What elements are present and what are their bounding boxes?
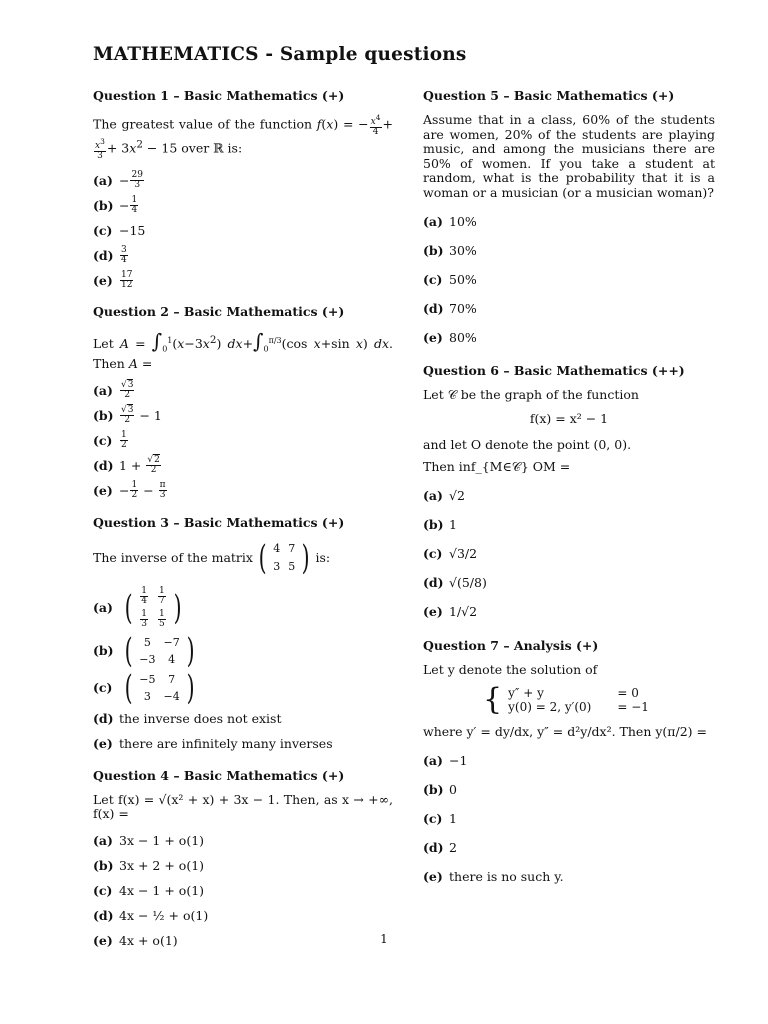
option-label: (b): [93, 643, 114, 659]
option-label: (a): [93, 833, 113, 849]
question-5-stem: Assume that in a class, 60% of the students are women, 20% of the students are playing music, and among the musicians there are 50% of women. If you take a student at random, what is the probability that it is a woman or a musician (or a musician woman)?: [423, 112, 715, 200]
option-label: (d): [423, 300, 444, 316]
option-label: (a): [423, 488, 443, 503]
option-label: (a): [423, 753, 443, 768]
option-text: −15: [119, 222, 146, 238]
option-label: (e): [93, 736, 113, 752]
system-line-2-right: = −1: [617, 700, 649, 714]
question-1-stem-text: The greatest value of the function: [93, 116, 317, 132]
question-6-header: Question 6 – Basic Mathematics (++): [423, 363, 685, 378]
question-3-option-c[interactable]: (c) ( −5 7 3 −4 ): [93, 667, 195, 708]
right-column: [423, 88, 715, 893]
option-label: (e): [93, 483, 113, 499]
question-1: [93, 88, 393, 291]
question-4-stem: Let f(x) = √(x² + x) + 3x − 1. Then, as x → +∞, f(x) =: [93, 791, 393, 822]
question-1-stem: The greatest value of the function f(x) = − $\frac{x^4}{4}$ + $\frac{x^3}{3}$ + $3x^2 - 15$ over ℝ is:: [93, 113, 393, 161]
option-label: (d): [93, 247, 114, 263]
question-4-option-a[interactable]: [93, 830, 393, 852]
question-2-header: Question 2 – Basic Mathematics (+): [93, 304, 345, 319]
question-6: [423, 363, 715, 625]
question-3-stem: [93, 540, 393, 577]
question-5-option-b[interactable]: [423, 237, 715, 263]
option-label: (e): [423, 869, 443, 884]
option-label: (e): [93, 933, 113, 949]
option-text: 1: [449, 517, 457, 532]
option-label: (b): [93, 858, 114, 874]
question-7-option-b[interactable]: [423, 777, 715, 803]
option-label: (e): [93, 272, 113, 288]
system-line-2-left: y(0) = 2, y′(0): [508, 700, 592, 714]
question-5-option-c[interactable]: [423, 266, 715, 292]
option-label: (c): [423, 546, 443, 561]
option-label: (b): [93, 197, 114, 213]
system-line-1-left: y″ + y: [508, 686, 544, 700]
question-3-option-e[interactable]: [93, 733, 393, 755]
question-2-option-d[interactable]: (d) 1 + $\frac{√2}{2}$: [93, 455, 160, 476]
option-label: (d): [93, 908, 114, 924]
question-6-option-e[interactable]: [423, 599, 715, 625]
question-5-option-a[interactable]: [423, 208, 715, 234]
option-label: (c): [93, 222, 113, 238]
option-text: 4x + o(1): [119, 933, 178, 949]
option-text: √2: [449, 488, 465, 503]
option-text: there is no such y.: [449, 869, 564, 884]
question-6-stem-1: Let 𝒞 be the graph of the function: [423, 387, 639, 402]
page-title: MATHEMATICS - Sample questions: [93, 44, 467, 65]
option-label: (e): [423, 604, 443, 619]
option-text: 2: [449, 840, 457, 855]
question-4-option-b[interactable]: [93, 855, 393, 877]
option-text: 50%: [449, 271, 477, 287]
question-1-option-b[interactable]: (b) − $\frac{1}{4}$: [93, 194, 138, 215]
question-7-header: Question 7 – Analysis (+): [423, 637, 599, 653]
page-number: 1: [380, 932, 388, 946]
question-3-stem-text: The inverse of the matrix: [93, 549, 253, 565]
option-text: 4x − ½ + o(1): [119, 908, 209, 924]
question-4-option-c[interactable]: [93, 880, 393, 902]
option-label: (d): [93, 711, 114, 727]
option-text: 3x − 1 + o(1): [119, 833, 205, 849]
question-2-option-b[interactable]: (b) $\frac{√3}{2}$ − 1: [93, 405, 162, 426]
option-label: (b): [93, 408, 114, 424]
question-1-option-c[interactable]: [93, 219, 393, 241]
option-label: (d): [93, 458, 114, 474]
question-1-option-e[interactable]: (e) $\frac{17}{12}$: [93, 269, 133, 290]
option-label: (b): [423, 782, 444, 797]
option-label: (c): [93, 680, 113, 696]
question-2: [93, 304, 393, 502]
option-text: 3x + 2 + o(1): [119, 858, 205, 874]
option-label: (a): [423, 213, 443, 229]
option-text: there are infinitely many inverses: [119, 736, 333, 752]
question-5-option-e[interactable]: [423, 324, 715, 350]
question-4-header: Question 4 – Basic Mathematics (+): [93, 767, 345, 783]
option-text: 1: [449, 811, 457, 826]
question-7-option-d[interactable]: [423, 835, 715, 861]
option-text: 4x − 1 + o(1): [119, 883, 205, 899]
question-3-option-d[interactable]: [93, 708, 393, 730]
question-2-stem: Let $A = \int_0^1(x-3x^2)$ $dx+\int_0^{\pi/3}(\cos$ x+sin x) dx. Then A =: [93, 329, 393, 372]
question-3-header: Question 3 – Basic Mathematics (+): [93, 514, 345, 530]
question-3: [93, 515, 393, 755]
option-text: 70%: [449, 300, 477, 316]
system-line-1-right: = 0: [617, 686, 639, 700]
option-label: (a): [93, 172, 113, 188]
option-label: (c): [93, 433, 113, 449]
option-label: (c): [423, 271, 443, 287]
option-text: 1/√2: [449, 604, 478, 619]
question-7-stem-1: Let y denote the solution of: [423, 661, 598, 677]
question-7-stem-2: where y′ = dy/dx, y″ = d²y/dx². Then y(π/2) =: [423, 724, 707, 739]
question-2-option-e[interactable]: (e) − $\frac{1}{2}$ − $\frac{\pi}{3}$: [93, 480, 166, 501]
option-text: √3/2: [449, 546, 478, 561]
question-2-option-c[interactable]: (c) $\frac{1}{2}$: [93, 430, 127, 451]
question-1-option-a[interactable]: (a) − $\frac{29}{3}$: [93, 169, 143, 190]
option-text: 0: [449, 782, 457, 797]
option-label: (b): [423, 517, 444, 532]
option-text: √(5/8): [449, 575, 487, 590]
question-2-option-a[interactable]: (a) $\frac{√3}{2}$: [93, 380, 134, 401]
question-7-option-a[interactable]: [423, 748, 715, 774]
question-3-stem-text-end: is:: [315, 549, 331, 565]
option-label: (c): [423, 811, 443, 826]
option-label: (c): [93, 883, 113, 899]
option-label: (b): [423, 242, 444, 258]
question-5-header: Question 5 – Basic Mathematics (+): [423, 88, 675, 103]
question-3-option-b[interactable]: (b) ( 5 −7 −3 4 ): [93, 630, 195, 671]
question-1-option-d[interactable]: (d) $\frac{3}{4}$: [93, 244, 127, 265]
question-5: [423, 88, 715, 350]
option-label: (e): [423, 329, 443, 345]
question-7-option-c[interactable]: [423, 806, 715, 832]
left-column: [93, 88, 393, 955]
option-label: (d): [423, 575, 444, 590]
question-6-option-c[interactable]: [423, 541, 715, 567]
option-text: 30%: [449, 242, 477, 258]
option-text: 10%: [449, 213, 477, 229]
question-7: [423, 638, 715, 890]
question-6-option-a[interactable]: [423, 483, 715, 509]
question-4-option-d[interactable]: [93, 905, 393, 927]
question-6-option-d[interactable]: [423, 570, 715, 596]
brace: {: [483, 682, 503, 717]
option-text: −1: [449, 753, 468, 768]
question-6-stem-2: and let O denote the point (0, 0).: [423, 436, 632, 452]
question-7-option-e[interactable]: [423, 864, 715, 890]
equation-system: [423, 682, 715, 717]
option-text: 80%: [449, 329, 477, 345]
option-label: (a): [93, 383, 113, 399]
question-1-header: Question 1 – Basic Mathematics (+): [93, 88, 345, 103]
question-6-stem-3: Then inf_{M∈𝒞} OM =: [423, 459, 571, 474]
question-6-option-b[interactable]: [423, 512, 715, 538]
option-text: the inverse does not exist: [119, 711, 282, 727]
question-4: [93, 768, 393, 952]
question-5-option-d[interactable]: [423, 295, 715, 321]
option-label: (a): [93, 600, 113, 616]
option-label: (d): [423, 840, 444, 855]
question-6-formula: f(x) = x² − 1: [529, 410, 609, 426]
question-1-stem-text-end: over ℝ is:: [177, 140, 243, 156]
question-3-option-a[interactable]: (a) ( $\frac{1}{4}$ $\frac{1}{7}$ $\frac{1}{3}$ $\frac{1}{5}$ ): [93, 585, 182, 629]
matrix: ( 4 7 3 5 ): [258, 538, 310, 579]
